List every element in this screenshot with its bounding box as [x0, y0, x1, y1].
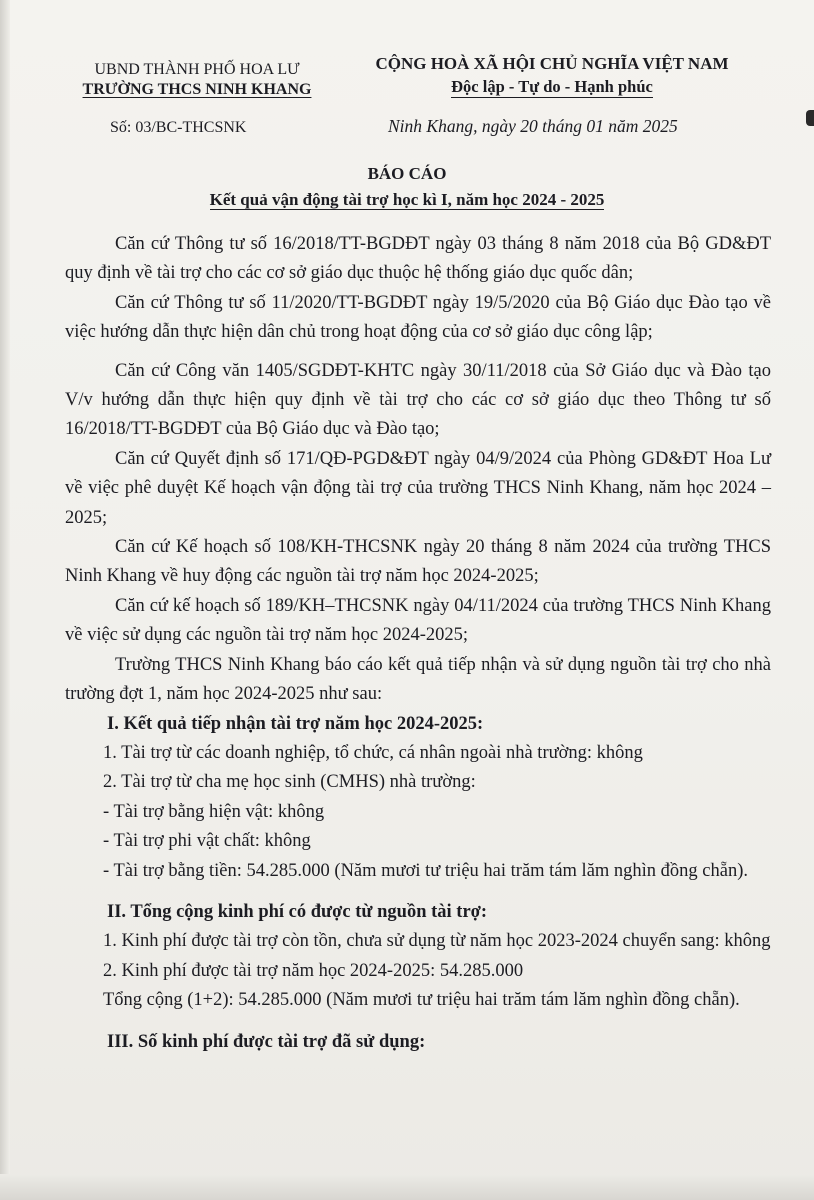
section-1-item-1: 1. Tài trợ từ các doanh nghiệp, tổ chức, cá nhân ngoài nhà trường: không: [103, 742, 643, 763]
national-title: CỘNG HOÀ XÃ HỘI CHỦ NGHĨA VIỆT NAM: [375, 54, 729, 73]
section-1-dash-1: - Tài trợ bằng hiện vật: không: [103, 801, 325, 822]
intro-paragraph: Trường THCS Ninh Khang báo cáo kết quả tiếp nhận và sử dụng nguồn tài trợ cho nhà trường đợt 1, năm học 2024-2025 như sau:: [65, 654, 771, 705]
section-1-heading: I. Kết quả tiếp nhận tài trợ năm học 2024-2025:: [107, 713, 484, 734]
section-2-item-2: 2. Kinh phí được tài trợ năm học 2024-2025: 54.285.000: [103, 960, 524, 981]
page-shadow-bottom: [0, 1174, 814, 1200]
section-2-heading: II. Tổng cộng kinh phí có được từ nguồn tài trợ:: [107, 901, 488, 922]
legal-basis-4: Căn cứ Quyết định số 171/QĐ-PGD&ĐT ngày 04/9/2024 của Phòng GD&ĐT Hoa Lư về việc phê duyệt Kế hoạch vận động tài trợ của trường THCS Ninh Khang, năm học 2024 – 2025;: [65, 448, 771, 528]
legal-basis-2: Căn cứ Thông tư số 11/2020/TT-BGDĐT ngày 19/5/2020 của Bộ Giáo dục Đào tạo về việc hướng dẫn thực hiện dân chủ trong hoạt động của cơ sở giáo dục công lập;: [65, 292, 771, 343]
legal-basis-5: Căn cứ Kế hoạch số 108/KH-THCSNK ngày 20 tháng 8 năm 2024 của trường THCS Ninh Khang về huy động các nguồn tài trợ năm học 2024-2025;: [65, 537, 771, 587]
section-2-item-1: 1. Kinh phí được tài trợ còn tồn, chưa sử dụng từ năm học 2023-2024 chuyển sang: không: [103, 931, 771, 952]
issuer-school: TRƯỜNG THCS NINH KHANG: [82, 81, 312, 98]
legal-basis-6: Căn cứ kế hoạch số 189/KH–THCSNK ngày 04/11/2024 của trường THCS Ninh Khang về việc sử dụng các nguồn tài trợ năm học 2024-2025;: [65, 595, 771, 646]
section-2-total: Tổng cộng (1+2): 54.285.000 (Năm mươi tư triệu hai trăm tám lăm nghìn đồng chẵn).: [103, 990, 740, 1011]
legal-basis-3: Căn cứ Công văn 1405/SGDĐT-KHTC ngày 30/11/2018 của Sở Giáo dục và Đào tạo V/v hướng dẫn thực hiện quy định về tài trợ cho các cơ sở giáo dục theo Thông tư số 16/2018/TT-BGDĐT của Bộ Giáo dục và Đào tạo;: [65, 360, 771, 440]
page-edge-mark: [806, 110, 814, 126]
section-1-dash-3: - Tài trợ bằng tiền: 54.285.000 (Năm mươi tư triệu hai trăm tám lăm nghìn đồng chẵn).: [103, 860, 749, 881]
document-number: Số: 03/BC-THCSNK: [110, 119, 247, 136]
report-subtitle: Kết quả vận động tài trợ học kì I, năm học 2024 - 2025: [209, 190, 605, 209]
issuer-block: [62, 60, 332, 100]
report-title: BÁO CÁO: [367, 164, 447, 183]
section-3-heading: III. Số kinh phí được tài trợ đã sử dụng:: [107, 1031, 426, 1052]
legal-basis-1: Căn cứ Thông tư số 16/2018/TT-BGDĐT ngày 03 tháng 8 năm 2018 của Bộ GD&ĐT quy định về tài trợ cho các cơ sở giáo dục thuộc hệ thống giáo dục quốc dân;: [65, 234, 771, 284]
section-1-dash-2: - Tài trợ phi vật chất: không: [103, 831, 311, 852]
issuer-authority: UBND THÀNH PHỐ HOA LƯ: [94, 61, 300, 78]
national-motto: Độc lập - Tự do - Hạnh phúc: [451, 77, 653, 96]
national-motto-block: [356, 52, 748, 98]
section-1-item-2: 2. Tài trợ từ cha mẹ học sinh (CMHS) nhà trường:: [103, 772, 476, 793]
place-and-date: Ninh Khang, ngày 20 tháng 01 năm 2025: [388, 116, 678, 136]
document-body: [65, 230, 771, 1057]
